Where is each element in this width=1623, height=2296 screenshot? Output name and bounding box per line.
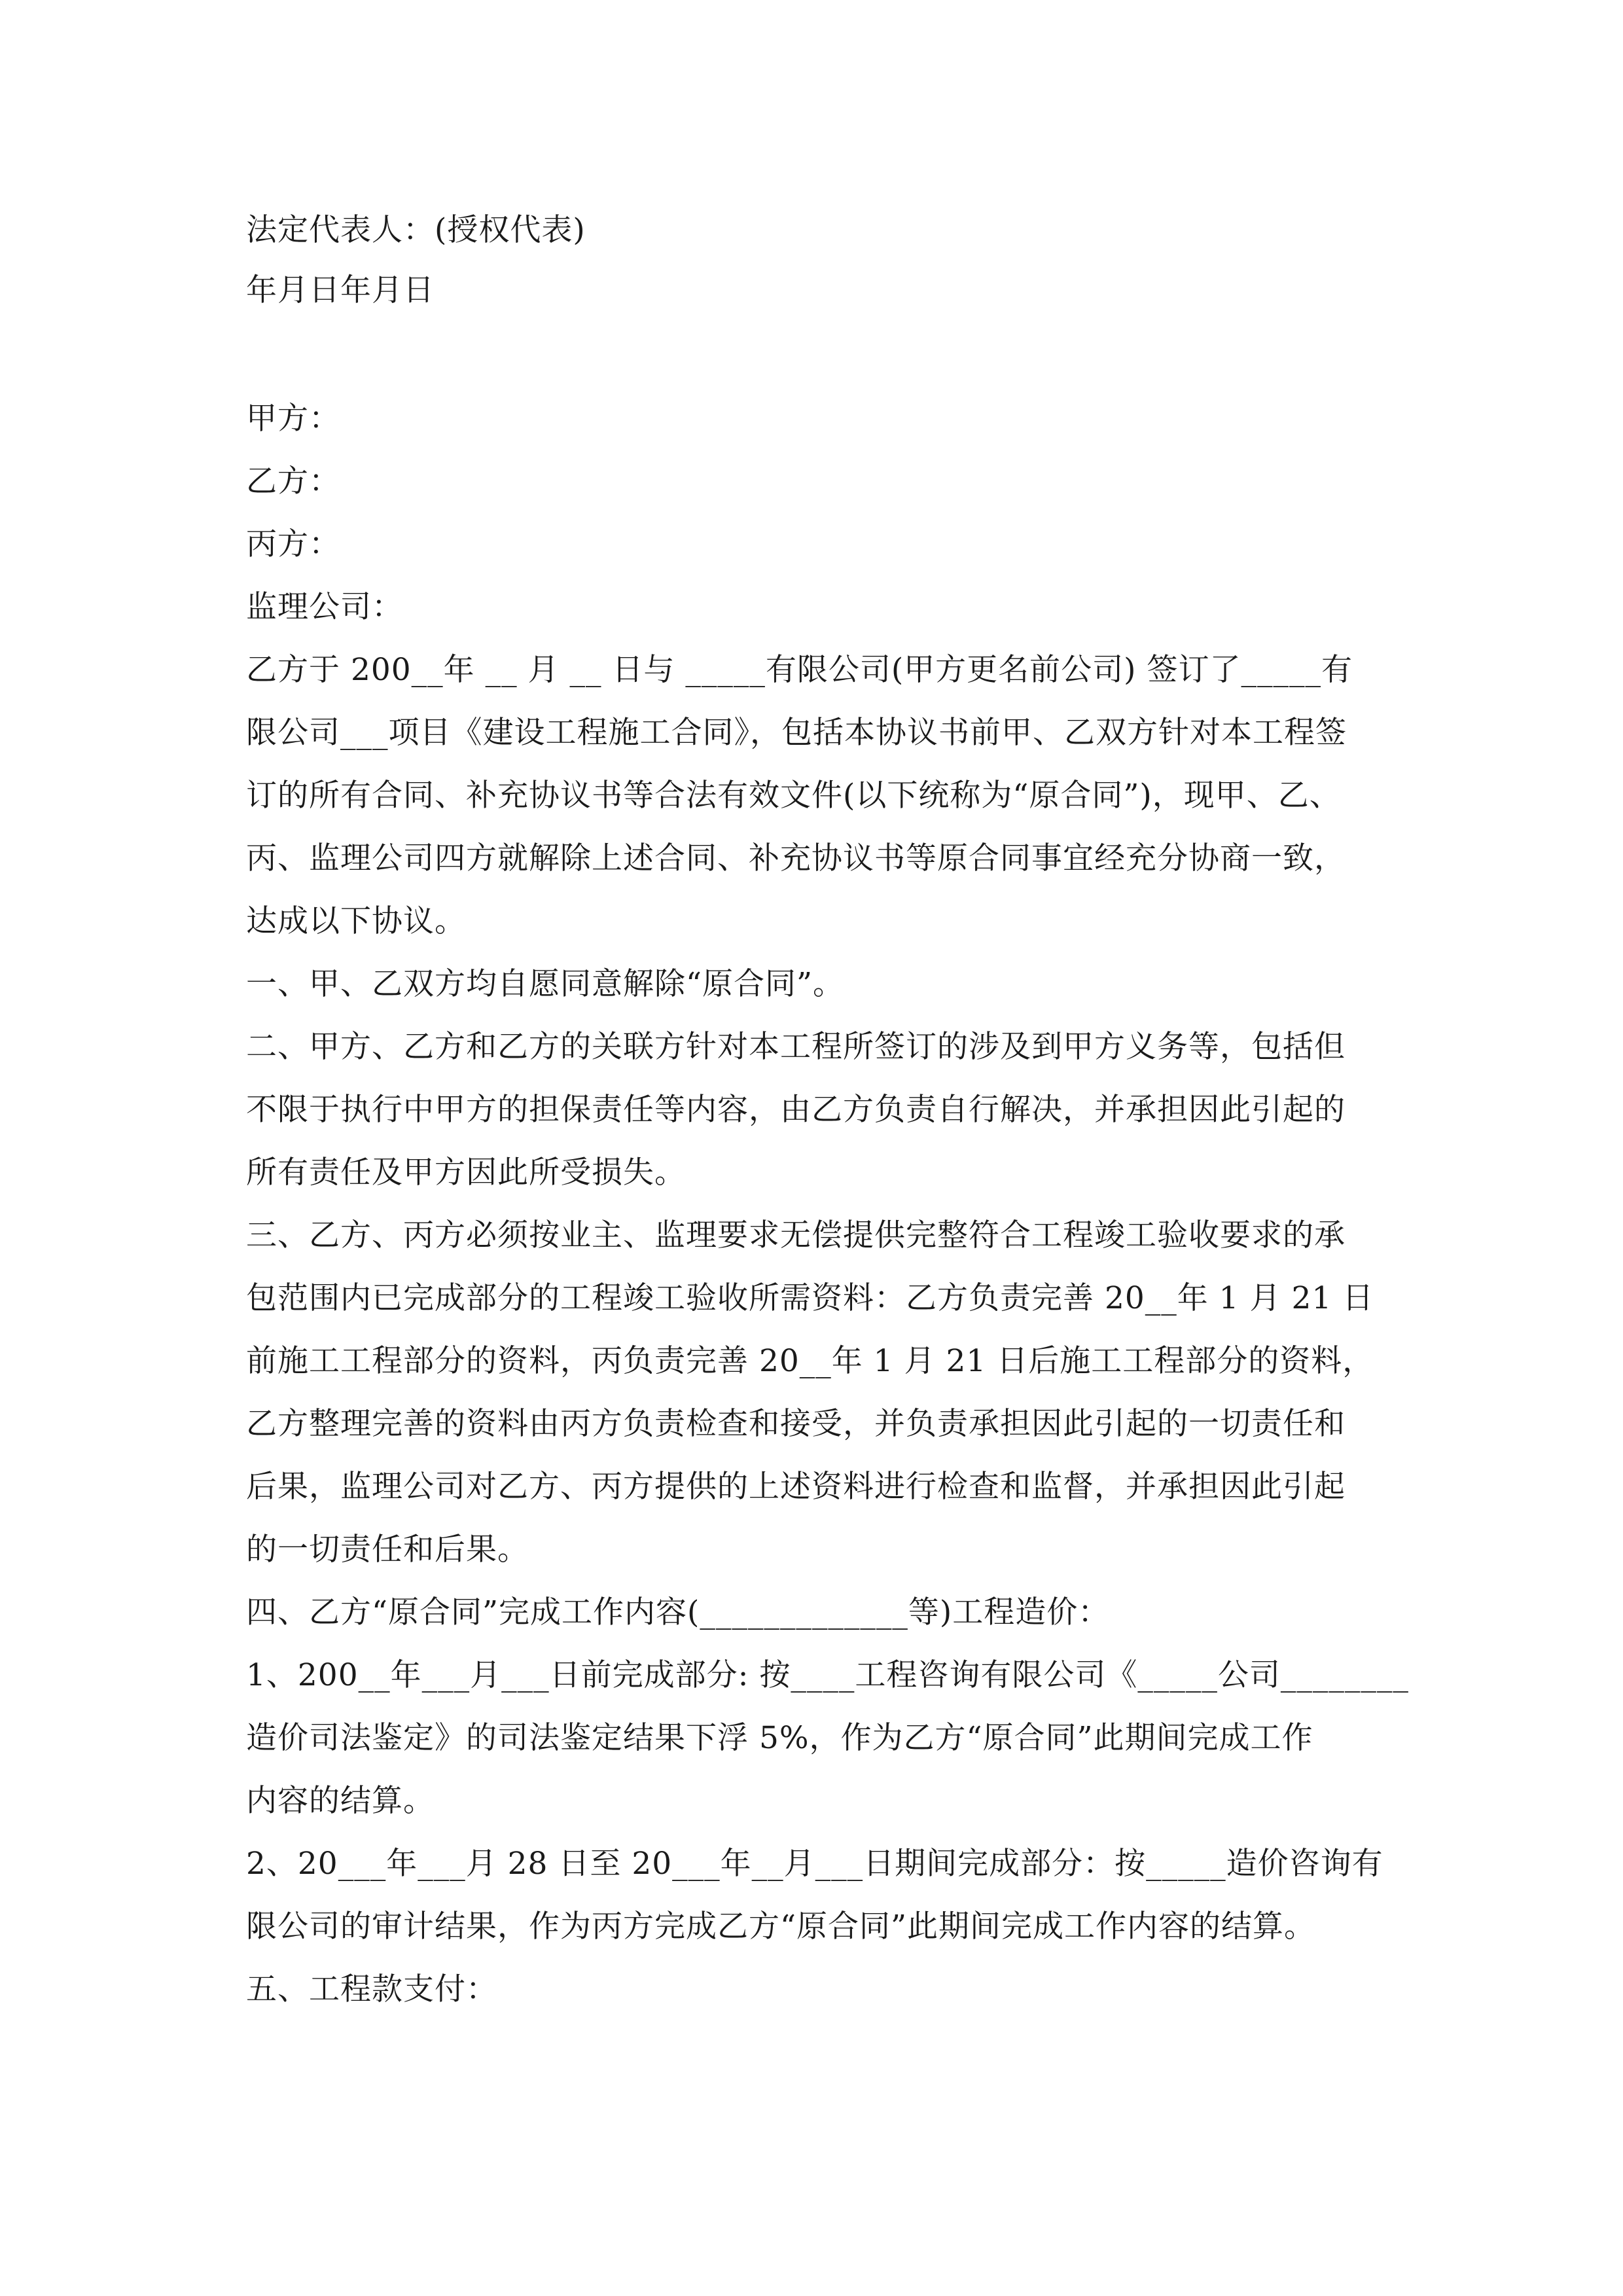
signature-representative-line: 法定代表人：(授权代表) [246,212,586,248]
clause-2-line-2: 不限于执行中甲方的担保责任等内容，由乙方负责自行解决，并承担因此引起的 [246,1092,1346,1128]
clause-3-line-3: 前施工工程部分的资料，丙负责完善 20__年 1 月 21 日后施工工程部分的资料， [246,1343,1374,1379]
clause-3-line-5: 后果，监理公司对乙方、丙方提供的上述资料进行检查和监督，并承担因此引起 [246,1469,1346,1505]
clause-3-line-1: 三、乙方、丙方必须按业主、监理要求无偿提供完整符合工程竣工验收要求的承 [246,1217,1346,1253]
clause-2-line-1: 二、甲方、乙方和乙方的关联方针对本工程所签订的涉及到甲方义务等，包括但 [246,1029,1346,1065]
clause-2-line-3: 所有责任及甲方因此所受损失。 [246,1155,686,1191]
preamble-line-2: 限公司___项目《建设工程施工合同》，包括本协议书前甲、乙双方针对本工程签 [246,715,1347,751]
preamble-line-4: 丙、监理公司四方就解除上述合同、补充协议书等原合同事宜经充分协商一致， [246,840,1346,876]
clause-4-heading: 四、乙方“原合同”完成工作内容(_____________等)工程造价： [246,1594,1110,1630]
party-a-label: 甲方： [246,401,340,437]
clause-4-item-1-line-3: 内容的结算。 [246,1783,435,1819]
preamble-line-3: 订的所有合同、补充协议书等合法有效文件(以下统称为“原合同”)，现甲、乙、 [246,778,1341,814]
party-c-label: 丙方： [246,526,340,562]
clause-3-line-2: 包范围内已完成部分的工程竣工验收所需资料：乙方负责完善 20__年 1 月 21 日 [246,1280,1374,1316]
signature-date-line: 年月日年月日 [246,272,435,308]
clause-4-item-2-line-2: 限公司的审计结果，作为丙方完成乙方“原合同”此期间完成工作内容的结算。 [246,1909,1316,1945]
preamble-line-1: 乙方于 200__年 __ 月 __ 日与 _____有限公司(甲方更名前公司) 签订了_____有 [246,652,1353,688]
preamble-line-5: 达成以下协议。 [246,903,466,939]
clause-4-item-1-line-2: 造价司法鉴定》的司法鉴定结果下浮 5%，作为乙方“原合同”此期间完成工作 [246,1720,1313,1756]
clause-5-heading: 五、工程款支付： [246,1971,497,2007]
clause-3-line-4: 乙方整理完善的资料由丙方负责检查和接受，并负责承担因此引起的一切责任和 [246,1406,1346,1442]
party-b-label: 乙方： [246,463,340,499]
clause-3-line-6: 的一切责任和后果。 [246,1532,529,1568]
clause-4-item-1-line-1: 1、200__年___月___日前完成部分: 按____工程咨询有限公司《_____公司________ [246,1657,1409,1693]
clause-4-item-2-line-1: 2、20___年___月 28 日至 20___年__月___日期间完成部分：按_____造价咨询有 [246,1846,1383,1882]
supervisor-label: 监理公司： [246,589,403,625]
clause-1: 一、甲、乙双方均自愿同意解除“原合同”。 [246,966,845,1002]
